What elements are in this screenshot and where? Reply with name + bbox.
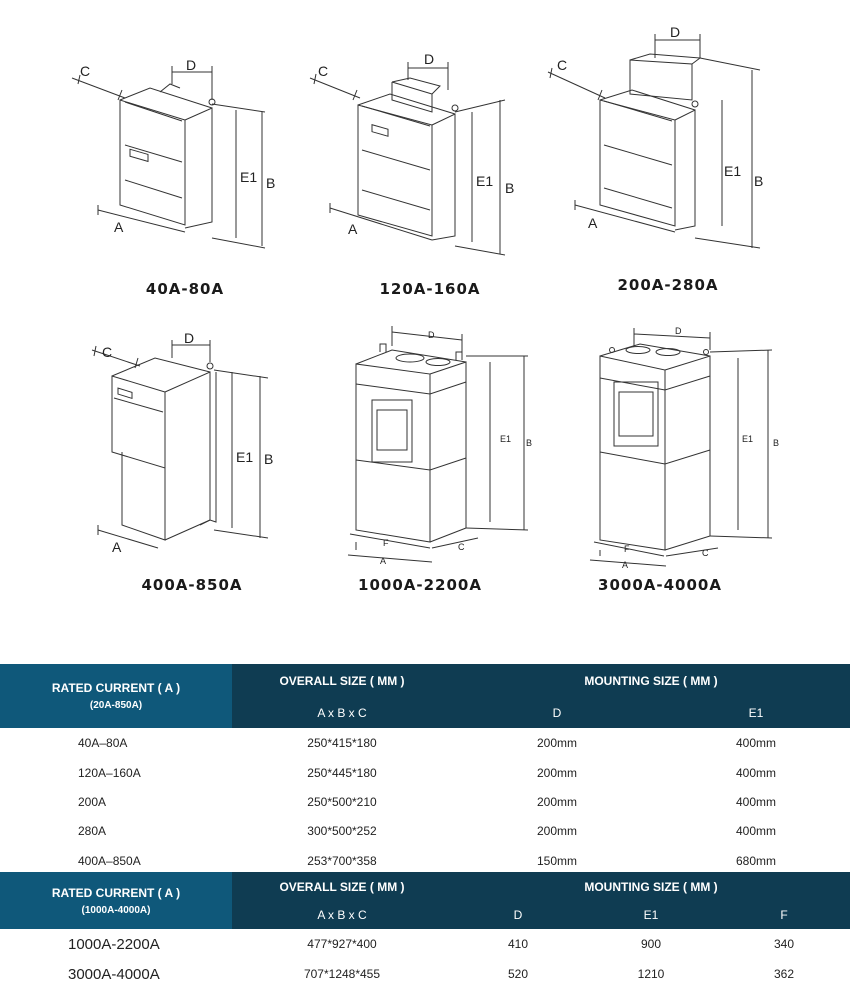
- cell-current: 3000A-4000A: [68, 965, 160, 983]
- label-c: C: [458, 542, 465, 552]
- cell-size: 477*927*400: [307, 937, 377, 951]
- col-e1-header: E1: [584, 901, 718, 929]
- drawing-200a-280a: [548, 24, 763, 248]
- caption-3000a-4000a: 3000A-4000A: [598, 576, 722, 594]
- label-f: F: [624, 544, 630, 554]
- cell-e1: 900: [640, 937, 662, 951]
- label-c: C: [80, 63, 91, 79]
- col-d-header: D: [452, 901, 584, 929]
- label-d: D: [670, 24, 681, 40]
- rated-current-header: [0, 664, 232, 728]
- rated-current-title: RATED CURRENT ( A ): [51, 681, 181, 695]
- label-b: B: [773, 438, 780, 448]
- label-a: A: [112, 539, 122, 555]
- cell-e1: 1210: [637, 967, 665, 981]
- cell-current: 400A–850A: [78, 854, 141, 868]
- mounting-size-header: MOUNTING SIZE ( MM ): [452, 872, 850, 901]
- cell-current: 200A: [78, 794, 107, 809]
- overall-size-header: OVERALL SIZE ( MM ): [232, 872, 452, 901]
- caption-1000a-2200a: 1000A-2200A: [358, 576, 482, 594]
- label-b: B: [264, 451, 274, 467]
- cell-d: 150mm: [536, 854, 577, 868]
- label-a: A: [114, 219, 124, 235]
- table-row: [0, 728, 850, 758]
- drawing-40a-80a: [72, 57, 275, 248]
- caption-40a-80a: 40A-80A: [145, 280, 225, 298]
- rated-current-range: (20A-850A): [89, 700, 143, 711]
- label-d: D: [184, 330, 195, 346]
- cell-current: 280A: [78, 824, 107, 838]
- label-d: D: [428, 330, 435, 340]
- cell-d: 200mm: [536, 824, 577, 838]
- cell-e1: 400mm: [736, 736, 777, 750]
- label-c: C: [702, 548, 709, 558]
- cell-f: 340: [773, 937, 795, 951]
- label-b: B: [754, 173, 764, 189]
- drawing-400a-850a: [92, 330, 273, 555]
- overall-size-subheader: A x B x C: [232, 698, 452, 728]
- label-e1: E1: [742, 434, 754, 444]
- label-c: C: [318, 63, 329, 79]
- caption-400a-850a: 400A-850A: [141, 576, 243, 594]
- table-row: [0, 787, 850, 816]
- cell-f: 362: [773, 967, 795, 981]
- cell-d: 410: [507, 937, 529, 951]
- col-d-header: D: [452, 698, 662, 728]
- cell-size: 250*445*180: [307, 765, 377, 780]
- label-a: A: [380, 556, 387, 566]
- label-d: D: [424, 51, 435, 67]
- spec-table-20a-850a: [0, 664, 850, 876]
- table-row: [0, 959, 850, 989]
- label-e1: E1: [476, 173, 494, 189]
- overall-size-header: OVERALL SIZE ( MM ): [232, 664, 452, 698]
- overall-size-subheader: A x B x C: [232, 901, 452, 929]
- cell-size: 300*500*252: [307, 824, 377, 838]
- label-c: C: [102, 344, 113, 360]
- cell-size: 707*1248*455: [303, 967, 381, 981]
- cell-e1: 400mm: [736, 824, 777, 838]
- label-e1: E1: [236, 449, 254, 465]
- cell-current: 1000A-2200A: [68, 935, 160, 953]
- cell-d: 200mm: [536, 794, 577, 809]
- label-f: F: [383, 538, 389, 548]
- label-d: D: [675, 326, 682, 336]
- caption-200a-280a: 200A-280A: [617, 276, 719, 294]
- cell-current: 40A–80A: [78, 736, 128, 750]
- table-row: [0, 929, 850, 959]
- cell-e1: 400mm: [736, 765, 777, 780]
- label-b: B: [526, 438, 533, 448]
- label-a: A: [622, 560, 629, 570]
- label-b: B: [266, 175, 276, 191]
- drawing-3000a-4000a: [590, 326, 779, 570]
- spec-table-1000a-4000a: [0, 872, 850, 989]
- col-e1-header: E1: [662, 698, 850, 728]
- mounting-size-header: MOUNTING SIZE ( MM ): [452, 664, 850, 698]
- label-a: A: [348, 221, 358, 237]
- caption-120a-160a: 120A-160A: [379, 280, 481, 298]
- table-row: [0, 758, 850, 787]
- drawing-1000a-2200a: [348, 326, 532, 566]
- label-c: C: [557, 57, 568, 73]
- label-b: B: [505, 180, 515, 196]
- rated-current-range: (1000A-4000A): [81, 904, 151, 916]
- rated-current-title: RATED CURRENT ( A ): [51, 885, 181, 900]
- label-a: A: [588, 215, 598, 231]
- cell-e1: 400mm: [736, 794, 777, 809]
- cell-size: 253*700*358: [307, 854, 377, 868]
- cell-size: 250*415*180: [307, 736, 377, 750]
- cell-d: 520: [507, 967, 529, 981]
- rated-current-header: [0, 872, 232, 929]
- label-e1: E1: [240, 169, 258, 185]
- cell-current: 120A–160A: [78, 765, 141, 780]
- col-f-header: F: [718, 901, 850, 929]
- label-e1: E1: [500, 434, 512, 444]
- table-row: [0, 816, 850, 846]
- label-e1: E1: [724, 163, 742, 179]
- cell-d: 200mm: [536, 765, 577, 780]
- cell-d: 200mm: [536, 736, 577, 750]
- drawing-120a-160a: [310, 51, 514, 255]
- cell-e1: 680mm: [736, 854, 777, 868]
- cell-size: 250*500*210: [307, 794, 377, 809]
- label-d: D: [186, 57, 197, 73]
